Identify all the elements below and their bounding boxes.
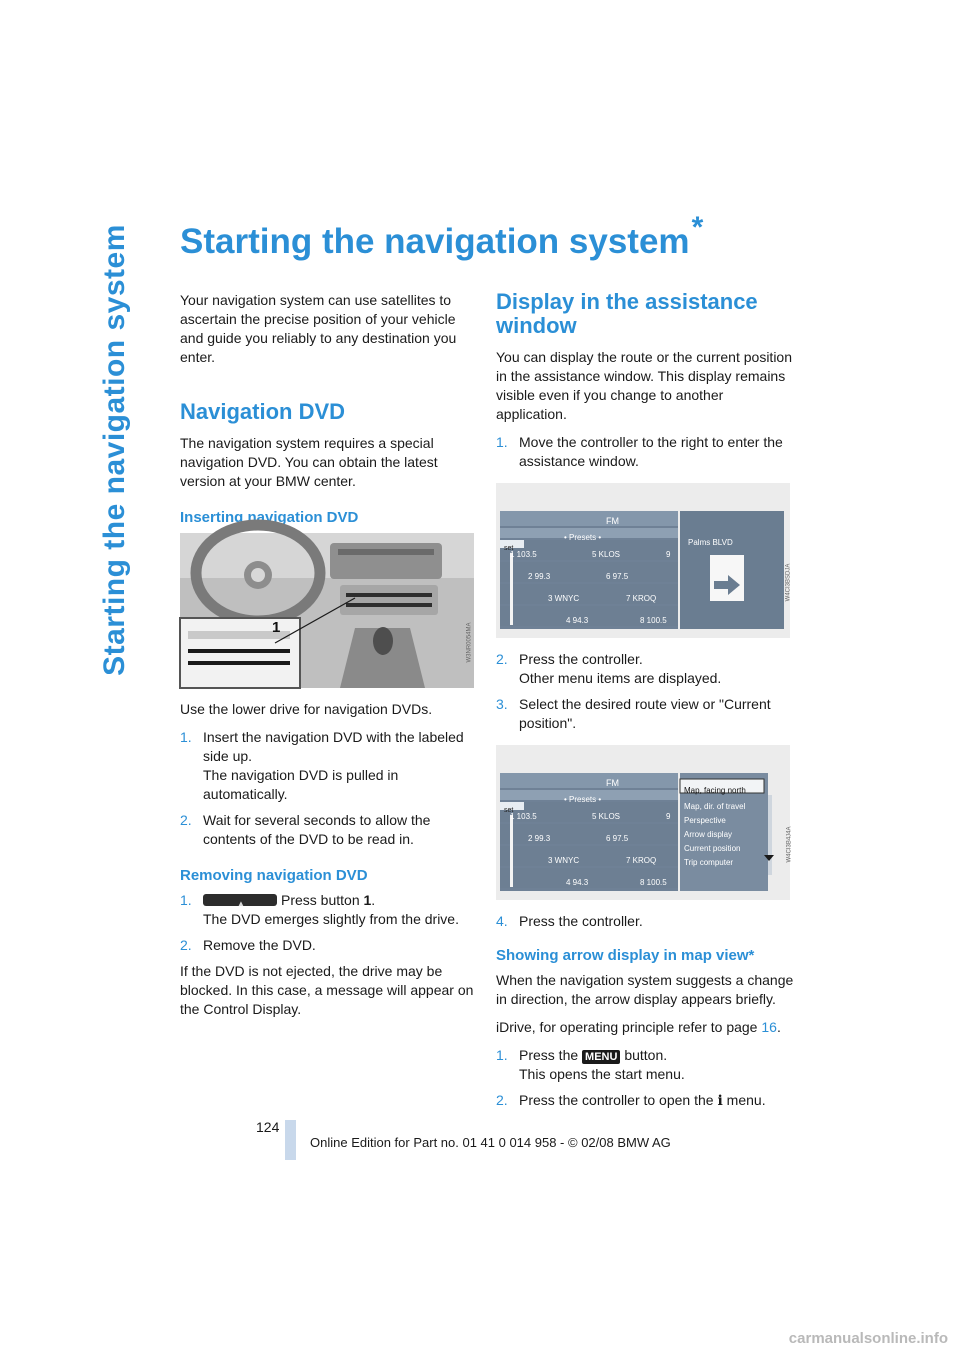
screen1-presets-label: • Presets • (564, 533, 602, 542)
screen2-code: W4CI3B4J4A (786, 826, 793, 863)
sidebar-chapter-title (80, 224, 150, 676)
screen2-station-5: 5 KLOS (592, 812, 621, 821)
assistance-window-text: You can display the route or the current position in the assistance window. This display remains visible even if you change to another application. (496, 349, 793, 422)
sidebar-chapter-label: Starting the navigation system (98, 224, 132, 676)
screen2-fm-label: FM (606, 778, 619, 788)
page-number: 124 (256, 1119, 280, 1135)
assistance-screenshot-2 (496, 745, 793, 900)
idrive-reference (496, 1018, 794, 1037)
screen2-station-3: 3 WNYC (548, 856, 580, 865)
screen2-menu-item-trip-computer[interactable]: Trip computer (684, 858, 734, 867)
screen1-route-label: Palms BLVD (688, 538, 733, 547)
arrow-display-text: When the navigation system suggests a change in direction, the arrow display appears briefly. (496, 972, 794, 1007)
screen2-station-8: 8 100.5 (640, 878, 667, 887)
menu-button-icon: MENU (582, 1050, 620, 1064)
screen2-presets-label: • Presets • (564, 795, 602, 804)
step-text-post: button. (624, 1047, 668, 1063)
screen2-station-1: 1 103.5 (510, 812, 537, 821)
assist-step-2 (496, 650, 794, 688)
screen1-station-6: 6 97.5 (606, 572, 629, 581)
screen1-station-4: 4 94.3 (566, 616, 589, 625)
screen1-fm-label: FM (606, 516, 619, 526)
screen1-station-9: 9 (666, 550, 671, 559)
step-text-post: menu. (726, 1092, 766, 1108)
info-icon: i (717, 1093, 723, 1109)
watermark: carmanualsonline.info (788, 1330, 948, 1347)
insert-step-2 (180, 811, 476, 849)
intro-paragraph: Your navigation system can use satellites to ascertain the precise position of your vehicle and guide you reliably to any destination you enter. (180, 292, 457, 365)
navigation-dvd-heading: Navigation DVD (180, 399, 346, 424)
step-text-end: . (371, 892, 376, 908)
step-text-main: Press the controller. (519, 651, 643, 667)
screen1-station-3: 3 WNYC (548, 594, 580, 603)
page-link[interactable]: 16 (761, 1019, 777, 1035)
dashboard-illustration (180, 533, 474, 688)
step-text: Remove the DVD. (203, 937, 316, 953)
left-column (180, 291, 476, 1028)
step-number: 1. (496, 1047, 508, 1063)
step-text-extra: The DVD emerges slightly from the drive. (203, 911, 459, 927)
remove-step-1 (180, 891, 476, 929)
dashboard-photo (180, 533, 474, 688)
page-title-text: Starting the navigation system (180, 222, 690, 261)
title-star: * (691, 211, 704, 244)
insert-step-1 (180, 728, 476, 804)
step-text: Select the desired route view or "Current position". (519, 696, 771, 731)
figure-callout-1: 1 (272, 619, 281, 636)
idrive-reference-text: iDrive, for operating principle refer to page (496, 1019, 758, 1035)
step-text: Wait for several seconds to allow the contents of the DVD to be read in. (203, 812, 431, 847)
idrive-reference-end: . (776, 1019, 781, 1035)
screen2-station-2: 2 99.3 (528, 834, 551, 843)
step-text (519, 1046, 794, 1084)
screen2-menu-item-current-position[interactable]: Current position (684, 844, 741, 853)
right-column (496, 290, 794, 1118)
step-number: 2. (496, 651, 508, 667)
screen1-station-2: 2 99.3 (528, 572, 551, 581)
step-number: 2. (180, 937, 192, 953)
remove-step-2 (180, 936, 476, 955)
step-text (519, 1091, 794, 1111)
step-text-extra: Other menu items are displayed. (519, 670, 722, 686)
screen2-station-6: 6 97.5 (606, 834, 629, 843)
step-text-pre: Press the (519, 1047, 579, 1063)
screen2-set-label: set (504, 807, 514, 814)
screen2-station-4: 4 94.3 (566, 878, 589, 887)
arrow-display-heading: Showing arrow display in map view* (496, 947, 755, 964)
step-number: 4. (496, 913, 508, 929)
step-text-main: Press button (281, 892, 360, 908)
edition-footer: Online Edition for Part no. 01 41 0 014 958 - © 02/08 BMW AG (310, 1135, 671, 1150)
assistance-window-heading: Display in the assistance window (496, 289, 758, 338)
step-text: Move the controller to the right to enter the assistance window. (519, 434, 783, 469)
step-text-main: Insert the navigation DVD with the labeled side up. (203, 729, 464, 764)
screen1-station-5: 5 KLOS (592, 550, 621, 559)
assist-step-4 (496, 912, 794, 931)
screen2-menu-item-arrow[interactable]: Arrow display (684, 830, 733, 839)
step-number: 1. (496, 434, 508, 450)
step-text-extra: The navigation DVD is pulled in automatically. (203, 767, 399, 802)
button-number: 1 (363, 892, 372, 908)
screen2-menu-item-map-travel[interactable]: Map, dir. of travel (684, 802, 746, 811)
step-text (203, 728, 476, 804)
lower-drive-text: Use the lower drive for navigation DVDs. (180, 701, 433, 717)
assist-step-3 (496, 695, 794, 733)
eject-button-icon (203, 894, 277, 906)
step-text (203, 891, 476, 929)
screen1-set-label: set (504, 545, 514, 552)
screen1-code: W4CI3BSDJA (785, 563, 792, 602)
dvd-blocked-note: If the DVD is not ejected, the drive may be blocked. In this case, a message will appear on the Control Display. (180, 963, 474, 1017)
screen1-station-8: 8 100.5 (640, 616, 667, 625)
screen1-station-7: 7 KROQ (626, 594, 657, 603)
navigation-dvd-text: The navigation system requires a special navigation DVD. You can obtain the latest version at your BMW center. (180, 435, 438, 489)
arrow-step-2 (496, 1091, 794, 1111)
page-title (180, 211, 704, 262)
figure-code: W3NR0054MA (466, 622, 473, 663)
step-number: 2. (180, 812, 192, 828)
footer-accent-bar (285, 1120, 296, 1160)
screen2-menu-item-perspective[interactable]: Perspective (684, 816, 726, 825)
screen1-station-1: 1 103.5 (510, 550, 537, 559)
step-number: 1. (180, 892, 192, 908)
step-text-extra: This opens the start menu. (519, 1066, 685, 1082)
step-text (519, 650, 794, 688)
inserting-dvd-heading: Inserting navigation DVD (180, 509, 359, 526)
assist-step-1 (496, 433, 794, 471)
step-text: Press the controller. (519, 913, 643, 929)
screen2-station-9: 9 (666, 812, 671, 821)
removing-dvd-heading: Removing navigation DVD (180, 867, 368, 884)
step-text-pre: Press the controller to open the (519, 1092, 714, 1108)
assistance-screenshot-1 (496, 483, 790, 638)
step-number: 2. (496, 1092, 508, 1108)
step-number: 3. (496, 696, 508, 712)
screen2-menu-item-map-north[interactable]: Map, facing north (684, 786, 746, 795)
step-number: 1. (180, 729, 192, 745)
arrow-step-1 (496, 1046, 794, 1084)
screen2-station-7: 7 KROQ (626, 856, 657, 865)
